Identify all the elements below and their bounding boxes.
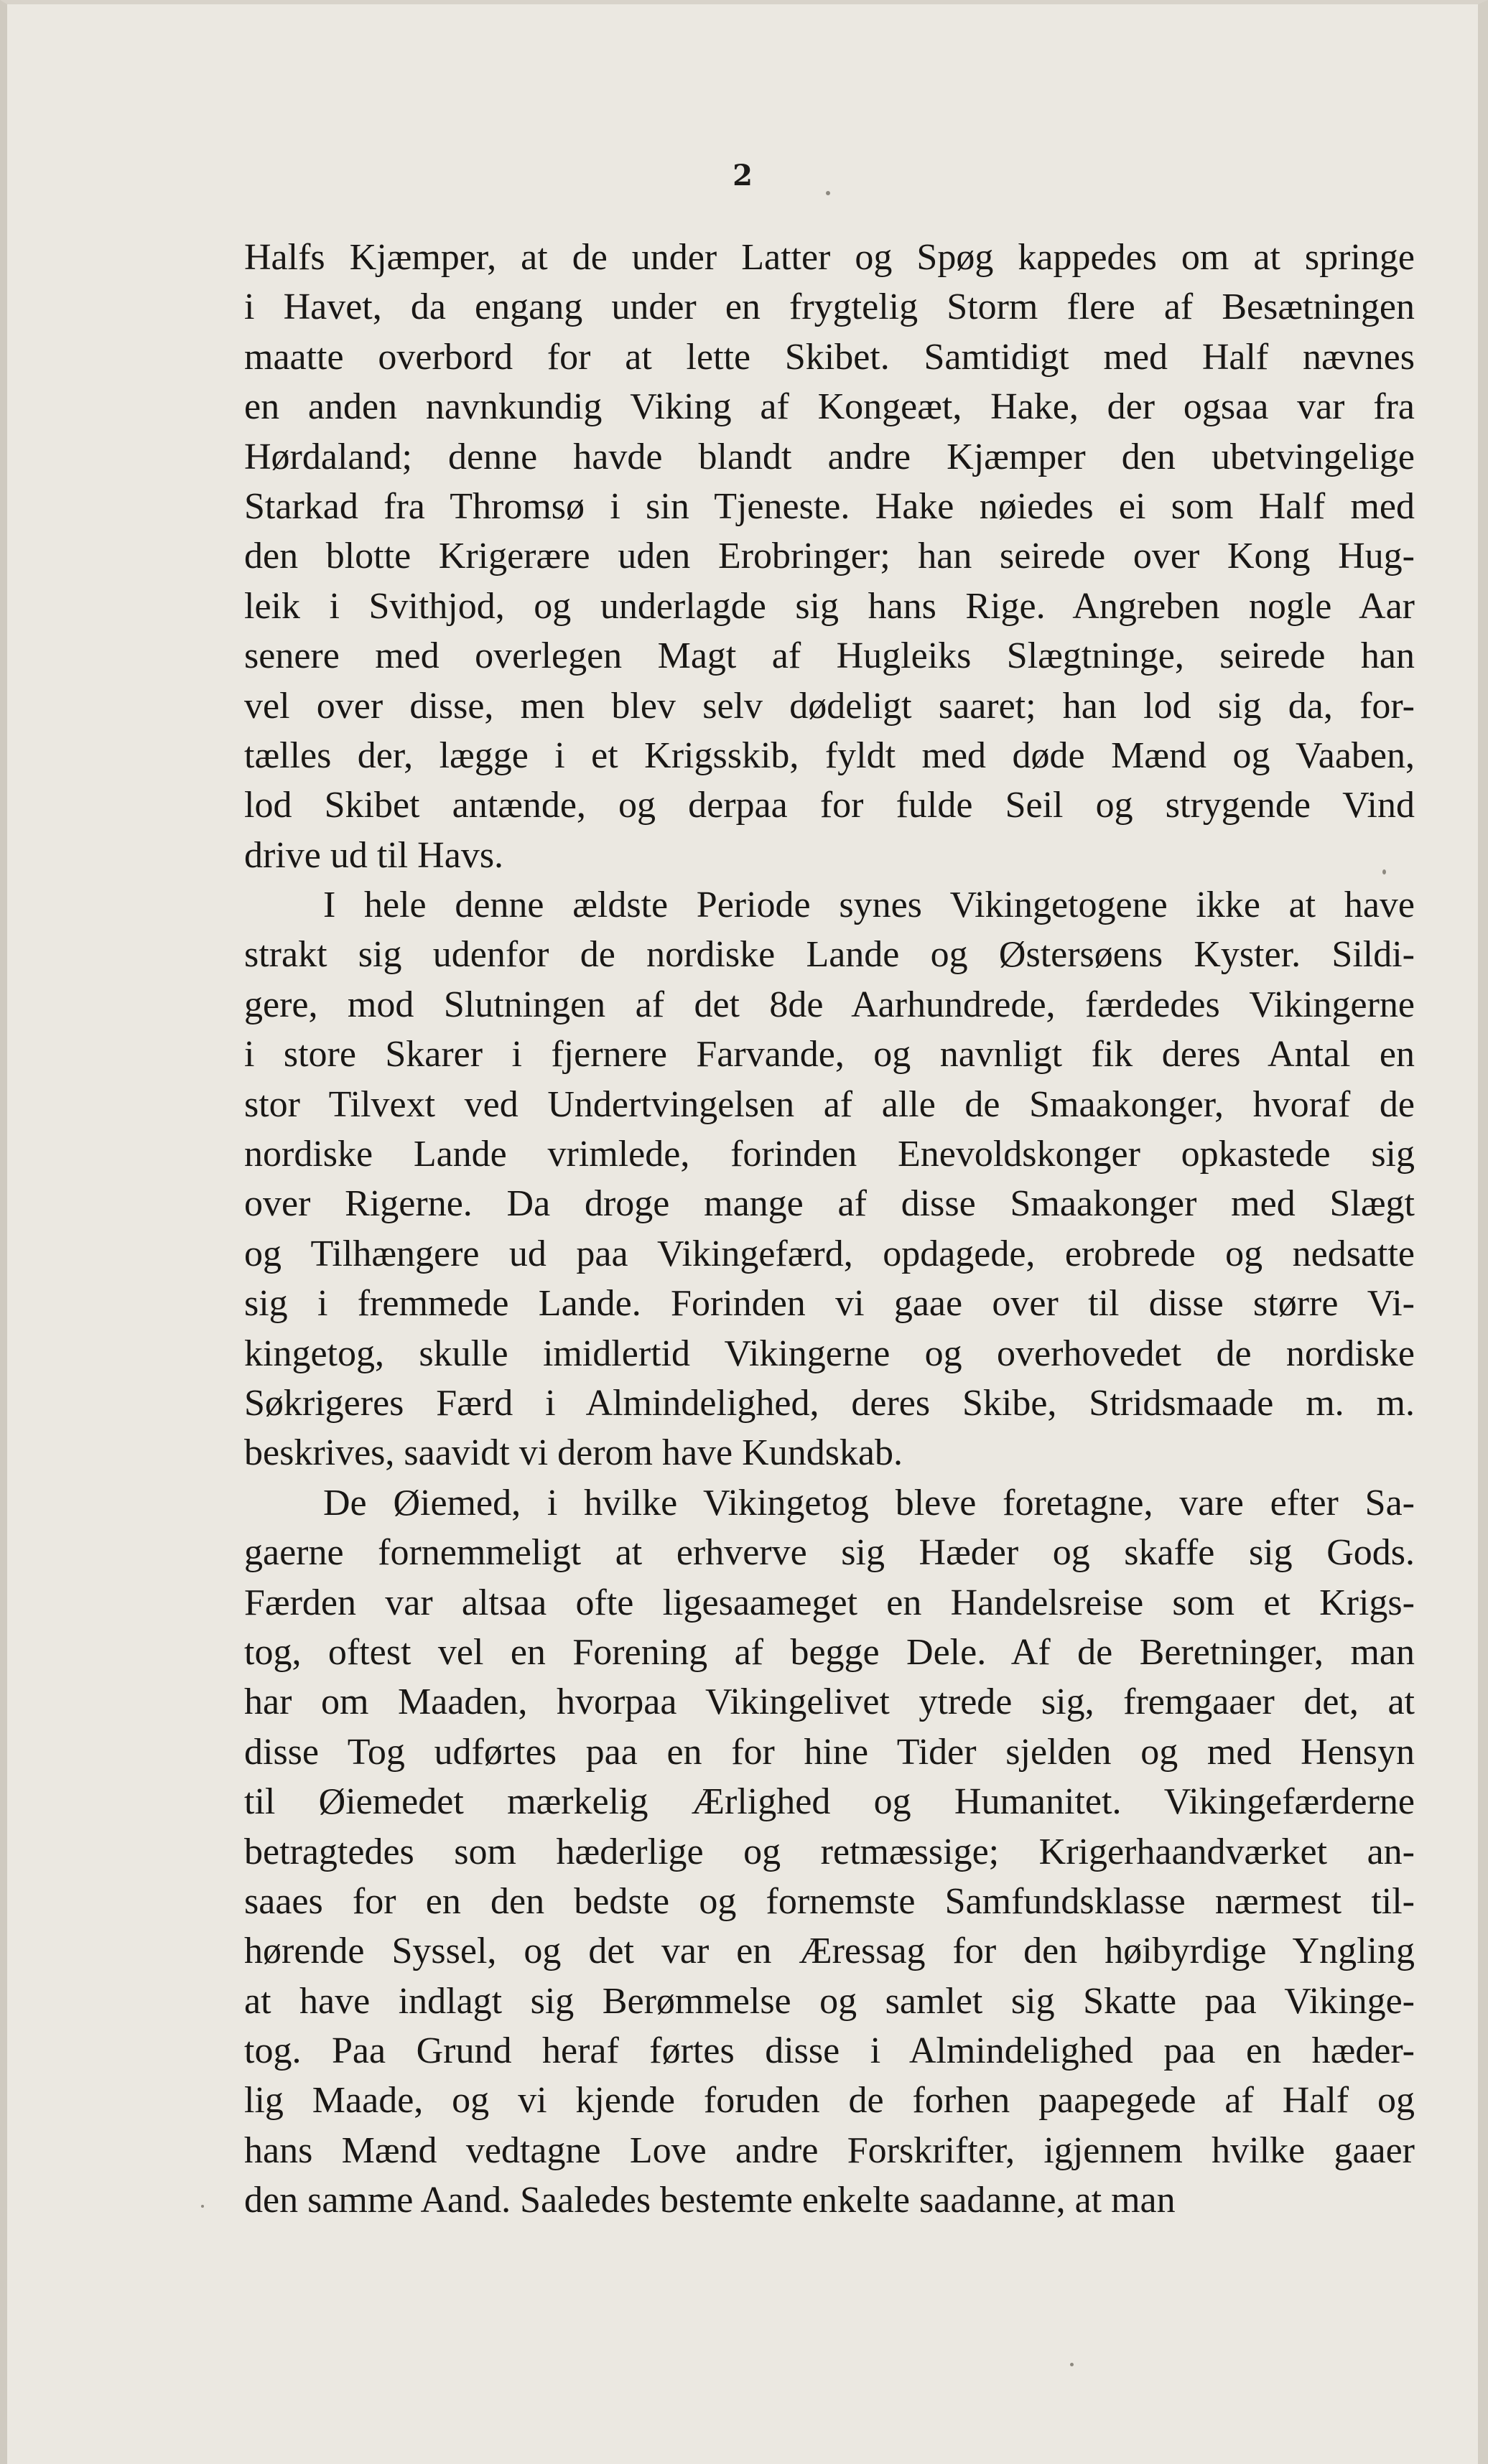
text-line: lig Maade, og vi kjende foruden de forhen paapegede af Half og — [244, 2080, 1415, 2122]
text-line: maatte overbord for at lette Skibet. Samtidigt med Half nævnes — [244, 336, 1415, 378]
paper-speck — [1070, 2363, 1074, 2366]
text-line: lod Skibet antænde, og derpaa for fulde Seil og strygende Vind — [244, 785, 1415, 826]
text-line: sig i fremmede Lande. Forinden vi gaae over til disse større Vi- — [244, 1283, 1415, 1325]
paragraph — [244, 1478, 1415, 2226]
paragraph — [244, 880, 1415, 1478]
text-line: over Rigerne. Da droge mange af disse Smaakonger med Slægt — [244, 1183, 1415, 1225]
text-line: hans Mænd vedtagne Love andre Forskrifter, igjennem hvilke gaaer — [244, 2129, 1415, 2171]
text-line: leik i Svithjod, og underlagde sig hans Rige. Angreben nogle Aar — [244, 585, 1415, 627]
text-line: gaerne fornemmeligt at erhverve sig Hæder og skaffe sig Gods. — [244, 1532, 1415, 1574]
paragraph — [244, 233, 1415, 880]
paper-speck — [826, 191, 830, 195]
text-line: i Havet, da engang under en frygtelig Storm flere af Besætningen — [244, 286, 1415, 328]
text-line: at have indlagt sig Berømmelse og samlet sig Skatte paa Vikinge- — [244, 1980, 1415, 2022]
text-line: Søkrigeres Færd i Almindelighed, deres Skibe, Stridsmaade m. m. — [244, 1382, 1415, 1424]
text-line: til Øiemedet mærkelig Ærlighed og Humanitet. Vikingefærderne — [244, 1781, 1415, 1823]
text-line: saaes for en den bedste og fornemste Samfundsklasse nærmest til- — [244, 1880, 1415, 1922]
text-line: den blotte Krigerære uden Erobringer; han seirede over Kong Hug- — [244, 536, 1415, 577]
text-line: tog. Paa Grund heraf førtes disse i Almindelighed paa en hæder- — [244, 2030, 1415, 2072]
body-text — [244, 233, 1415, 2226]
text-line: nordiske Lande vrimlede, forinden Enevoldskonger opkastede sig — [244, 1134, 1415, 1175]
text-line: stor Tilvext ved Undertvingelsen af alle de Smaakonger, hvoraf de — [244, 1083, 1415, 1125]
text-line: den samme Aand. Saaledes bestemte enkelte saadanne, at man — [244, 2180, 1176, 2221]
text-line: beskrives, saavidt vi derom have Kundskab. — [244, 1432, 903, 1474]
text-line: De Øiemed, i hvilke Vikingetog bleve foretagne, vare efter Sa- — [323, 1482, 1415, 1523]
text-line: I hele denne ældste Periode synes Vikingetogene ikke at have — [323, 885, 1415, 926]
page-number: 2 — [733, 159, 753, 192]
text-line: senere med overlegen Magt af Hugleiks Slægtninge, seirede han — [244, 635, 1415, 677]
text-line: og Tilhængere ud paa Vikingefærd, opdagede, erobrede og nedsatte — [244, 1233, 1415, 1274]
text-line: Starkad fra Thromsø i sin Tjeneste. Hake nøiedes ei som Half med — [244, 485, 1415, 527]
text-line: strakt sig udenfor de nordiske Lande og Østersøens Kyster. Sildi- — [244, 934, 1415, 976]
text-line: tog, oftest vel en Forening af begge Dele. Af de Beretninger, man — [244, 1631, 1415, 1673]
text-line: Færden var altsaa ofte ligesaameget en Handelsreise som et Krigs- — [244, 1582, 1415, 1623]
text-line: Hørdaland; denne havde blandt andre Kjæmper den ubetvingelige — [244, 436, 1415, 477]
text-line: disse Tog udførtes paa en for hine Tider sjelden og med Hensyn — [244, 1731, 1415, 1773]
text-line: drive ud til Havs. — [244, 834, 504, 876]
text-line: betragtedes som hæderlige og retmæssige; Krigerhaandværket an- — [244, 1831, 1415, 1872]
paper-speck — [201, 2205, 204, 2208]
text-line: Halfs Kjæmper, at de under Latter og Spøg kappedes om at springe — [244, 237, 1415, 278]
paper-speck — [1382, 869, 1386, 874]
text-line: tælles der, lægge i et Krigsskib, fyldt med døde Mænd og Vaaben, — [244, 734, 1415, 776]
text-line: kingetog, skulle imidlertid Vikingerne og overhovedet de nordiske — [244, 1333, 1415, 1374]
text-line: vel over disse, men blev selv dødeligt saaret; han lod sig da, for- — [244, 685, 1415, 727]
text-line: i store Skarer i fjernere Farvande, og navnligt fik deres Antal en — [244, 1034, 1415, 1075]
text-line: hørende Syssel, og det var en Æressag for den høibyrdige Yngling — [244, 1931, 1415, 1972]
text-line: en anden navnkundig Viking af Kongeæt, Hake, der ogsaa var fra — [244, 386, 1415, 428]
text-line: har om Maaden, hvorpaa Vikingelivet ytrede sig, fremgaaer det, at — [244, 1681, 1415, 1723]
text-line: gere, mod Slutningen af det 8de Aarhundrede, færdedes Vikingerne — [244, 984, 1415, 1025]
